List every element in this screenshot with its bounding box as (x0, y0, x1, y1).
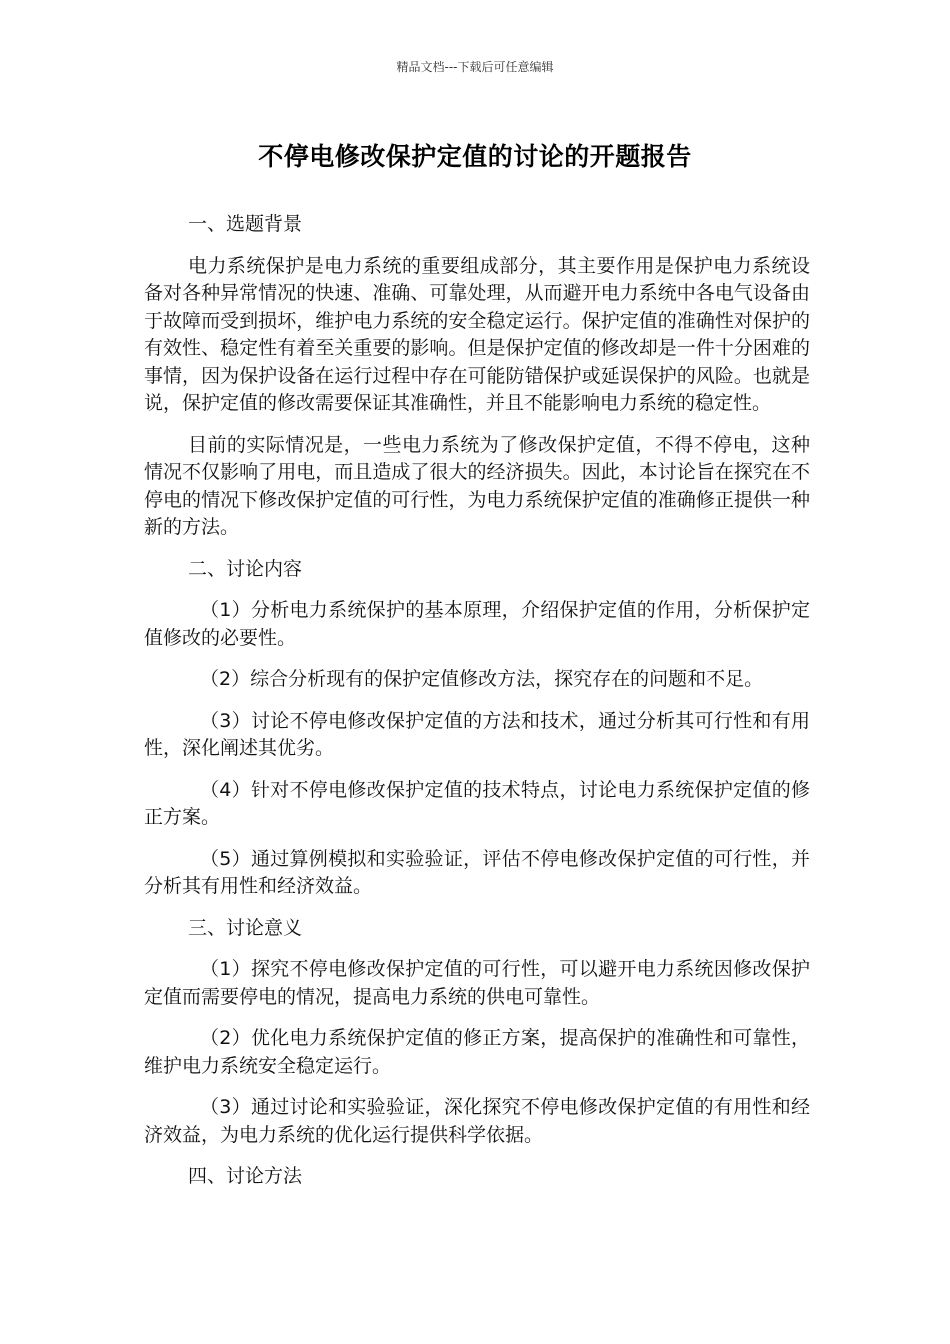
paragraph: 目前的实际情况是，一些电力系统为了修改保护定值，不得不停电，这种情况不仅影响了用电，而且造成了很大的经济损失。因此，本讨论旨在探究在不停电的情况下修改保护定值的可行性，为电力系统保护定值的准确修正提供一种新的方法。 (144, 433, 810, 538)
list-item: （3）讨论不停电修改保护定值的方法和技术，通过分析其可行性和有用性，深化阐述其优劣。 (144, 709, 810, 759)
list-item: （4）针对不停电修改保护定值的技术特点，讨论电力系统保护定值的修正方案。 (144, 778, 810, 828)
section-heading-method: 四、讨论方法 (188, 1165, 303, 1187)
document-body (144, 211, 810, 1205)
document-title: 不停电修改保护定值的讨论的开题报告 (258, 142, 692, 171)
section-heading-background: 一、选题背景 (188, 213, 303, 235)
list-item: （2）优化电力系统保护定值的修正方案，提高保护的准确性和可靠性，维护电力系统安全稳定运行。 (144, 1027, 810, 1077)
list-item: （1）分析电力系统保护的基本原理，介绍保护定值的作用，分析保护定值修改的必要性。 (144, 599, 810, 649)
list-item: （1）探究不停电修改保护定值的可行性，可以避开电力系统因修改保护定值而需要停电的情况，提高电力系统的供电可靠性。 (144, 958, 810, 1008)
list-item: （3）通过讨论和实验验证，深化探究不停电修改保护定值的有用性和经济效益，为电力系统的优化运行提供科学依据。 (144, 1096, 810, 1146)
paragraph: 电力系统保护是电力系统的重要组成部分，其主要作用是保护电力系统设备对各种异常情况的快速、准确、可靠处理，从而避开电力系统中各电气设备由于故障而受到损坏，维护电力系统的安全稳定运行。保护定值的准确性对保护的有效性、稳定性有着至关重要的影响。但是保护定值的修改却是一件十分困难的事情，因为保护设备在运行过程中存在可能防错保护或延误保护的风险。也就是说，保护定值的修改需要保证其准确性，并且不能影响电力系统的稳定性。 (144, 254, 810, 414)
header-note: 精品文档---下载后可任意编辑 (396, 60, 554, 74)
list-item: （5）通过算例模拟和实验验证，评估不停电修改保护定值的可行性，并分析其有用性和经济效益。 (144, 847, 810, 897)
section-heading-significance: 三、讨论意义 (188, 916, 303, 939)
list-item: （2）综合分析现有的保护定值修改方法，探究存在的问题和不足。 (200, 668, 764, 690)
section-heading-content: 二、讨论内容 (188, 557, 303, 580)
